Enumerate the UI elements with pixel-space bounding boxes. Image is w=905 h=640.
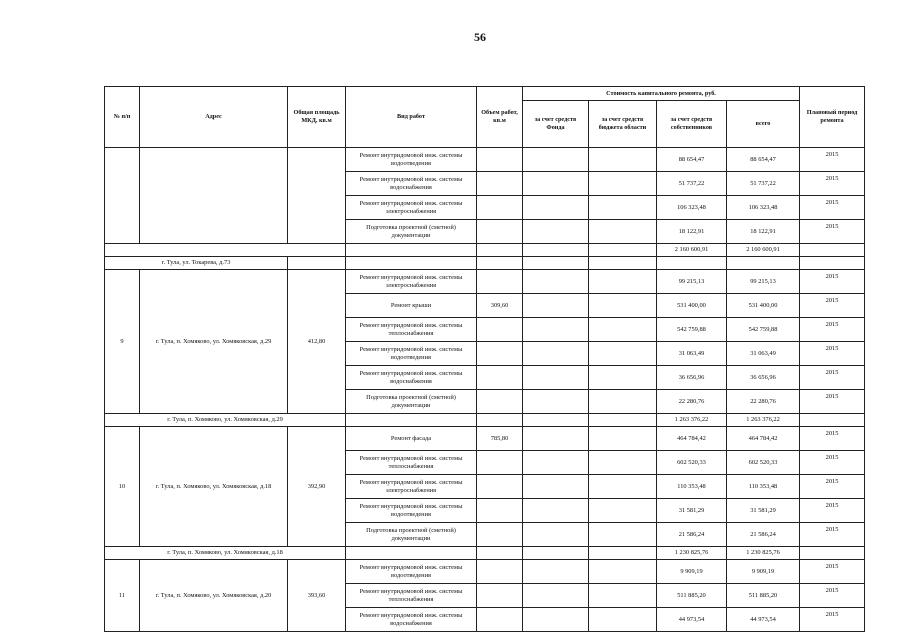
header-volume: Объем работ, кв.м (477, 87, 523, 148)
empty-cell (727, 257, 800, 270)
total-row (105, 414, 865, 427)
empty-cell (523, 244, 589, 257)
total-cell: 31 581,29 (727, 499, 800, 523)
table-row (105, 148, 865, 172)
empty-cell (589, 547, 657, 560)
year-cell: 2015 (800, 390, 865, 414)
empty-cell (346, 257, 477, 270)
total-row (105, 244, 865, 257)
region-cell (589, 148, 657, 172)
year-cell: 2015 (800, 608, 865, 632)
empty-cell (589, 257, 657, 270)
volume-cell: 785,80 (477, 427, 523, 451)
total-cell: 31 063,49 (727, 342, 800, 366)
fund-cell (523, 366, 589, 390)
owners-cell: 511 885,20 (657, 584, 727, 608)
region-cell (589, 475, 657, 499)
owners-cell: 464 784,42 (657, 427, 727, 451)
year-cell: 2015 (800, 220, 865, 244)
empty-cell (477, 257, 523, 270)
address-cell: г. Тула, п. Хомяково, ул. Хомяковская, д.20 (140, 560, 288, 632)
work-type-cell: Ремонт внутридомовой инж. системы электроснабжения (346, 196, 477, 220)
volume-cell (477, 270, 523, 294)
region-cell (589, 220, 657, 244)
area-cell: 412,80 (288, 270, 346, 414)
empty-cell (589, 414, 657, 427)
total-owners-cell: 1 263 376,22 (657, 414, 727, 427)
work-type-cell: Ремонт фасада (346, 427, 477, 451)
work-type-cell: Ремонт крыши (346, 294, 477, 318)
owners-cell: 542 759,88 (657, 318, 727, 342)
table-row (105, 560, 865, 584)
total-cell: 21 586,24 (727, 523, 800, 547)
owners-cell: 9 909,19 (657, 560, 727, 584)
empty-cell (657, 257, 727, 270)
empty-cell (477, 414, 523, 427)
fund-cell (523, 427, 589, 451)
total-cell: 88 654,47 (727, 148, 800, 172)
volume-cell (477, 220, 523, 244)
total-address-cell (105, 244, 346, 257)
region-cell (589, 172, 657, 196)
fund-cell (523, 196, 589, 220)
region-cell (589, 523, 657, 547)
empty-cell (523, 547, 589, 560)
owners-cell: 602 520,33 (657, 451, 727, 475)
table-row (105, 270, 865, 294)
volume-cell (477, 523, 523, 547)
region-cell (589, 342, 657, 366)
header-region: за счет средств бюджета области (589, 101, 657, 148)
total-cell: 22 280,76 (727, 390, 800, 414)
num-cell: 9 (105, 270, 140, 414)
total-cell: 36 656,96 (727, 366, 800, 390)
volume-cell (477, 560, 523, 584)
empty-cell (589, 244, 657, 257)
empty-cell (477, 244, 523, 257)
owners-cell: 31 063,49 (657, 342, 727, 366)
address-cell: г. Тула, п. Хомяково, ул. Хомяковская, д.18 (140, 427, 288, 547)
owners-cell: 21 586,24 (657, 523, 727, 547)
volume-cell (477, 390, 523, 414)
fund-cell (523, 523, 589, 547)
region-cell (589, 499, 657, 523)
year-cell: 2015 (800, 366, 865, 390)
empty-cell (346, 244, 477, 257)
total-sum-cell: 2 160 600,91 (727, 244, 800, 257)
num-cell: 11 (105, 560, 140, 632)
fund-cell (523, 584, 589, 608)
total-cell: 18 122,91 (727, 220, 800, 244)
empty-cell (800, 547, 865, 560)
year-cell: 2015 (800, 196, 865, 220)
table-body (105, 148, 865, 632)
total-address-cell: г. Тула, п. Хомяково, ул. Хомяковская, д.29 (105, 414, 346, 427)
total-cell: 602 520,33 (727, 451, 800, 475)
work-type-cell: Ремонт внутридомовой инж. системы водоотведения (346, 342, 477, 366)
empty-cell (523, 414, 589, 427)
empty-cell (346, 414, 477, 427)
fund-cell (523, 172, 589, 196)
owners-cell: 51 737,22 (657, 172, 727, 196)
header-total: всего (727, 101, 800, 148)
header-cost-group: Стоимость капитального ремонта, руб. (523, 87, 800, 101)
total-sum-cell: 1 263 376,22 (727, 414, 800, 427)
total-cell: 106 323,48 (727, 196, 800, 220)
header-work-type: Вид работ (346, 87, 477, 148)
area-cell (288, 148, 346, 244)
fund-cell (523, 148, 589, 172)
volume-cell (477, 366, 523, 390)
page-number: 56 (474, 30, 486, 44)
work-type-cell: Ремонт внутридомовой инж. системы водоснабжения (346, 172, 477, 196)
total-row (105, 257, 865, 270)
total-cell: 464 784,42 (727, 427, 800, 451)
area-cell: 392,90 (288, 427, 346, 547)
work-type-cell: Ремонт внутридомовой инж. системы теплоснабжения (346, 451, 477, 475)
total-owners-cell: 1 230 825,76 (657, 547, 727, 560)
header-area: Общая площадь МКД, кв.м (288, 87, 346, 148)
owners-cell: 110 353,48 (657, 475, 727, 499)
volume-cell (477, 608, 523, 632)
total-owners-cell: 2 160 600,91 (657, 244, 727, 257)
volume-cell: 309,60 (477, 294, 523, 318)
total-cell: 51 737,22 (727, 172, 800, 196)
work-type-cell: Ремонт внутридомовой инж. системы электроснабжения (346, 475, 477, 499)
owners-cell: 44 973,54 (657, 608, 727, 632)
num-cell: 10 (105, 427, 140, 547)
volume-cell (477, 475, 523, 499)
empty-cell (288, 257, 346, 270)
fund-cell (523, 608, 589, 632)
region-cell (589, 318, 657, 342)
header-address: Адрес (140, 87, 288, 148)
fund-cell (523, 390, 589, 414)
total-cell: 511 885,20 (727, 584, 800, 608)
work-type-cell: Подготовка проектной (сметной) документации (346, 390, 477, 414)
empty-cell (523, 257, 589, 270)
region-cell (589, 584, 657, 608)
owners-cell: 88 654,47 (657, 148, 727, 172)
year-cell: 2015 (800, 148, 865, 172)
total-cell: 99 215,13 (727, 270, 800, 294)
region-cell (589, 427, 657, 451)
year-cell: 2015 (800, 584, 865, 608)
header-fund: за счет средств Фонда (523, 101, 589, 148)
empty-cell (477, 547, 523, 560)
region-cell (589, 366, 657, 390)
owners-cell: 99 215,13 (657, 270, 727, 294)
empty-cell (800, 244, 865, 257)
volume-cell (477, 451, 523, 475)
volume-cell (477, 318, 523, 342)
address-cell: г. Тула, п. Хомяково, ул. Хомяковская, д.29 (140, 270, 288, 414)
region-cell (589, 196, 657, 220)
volume-cell (477, 172, 523, 196)
total-row (105, 547, 865, 560)
volume-cell (477, 342, 523, 366)
header-owners: за счет средств собственников (657, 101, 727, 148)
total-cell: 110 353,48 (727, 475, 800, 499)
work-type-cell: Ремонт внутридомовой инж. системы водоотведения (346, 499, 477, 523)
year-cell: 2015 (800, 294, 865, 318)
empty-cell (800, 257, 865, 270)
volume-cell (477, 148, 523, 172)
work-type-cell: Ремонт внутридомовой инж. системы водоотведения (346, 148, 477, 172)
region-cell (589, 608, 657, 632)
repair-table (104, 86, 865, 632)
year-cell: 2015 (800, 560, 865, 584)
region-cell (589, 390, 657, 414)
owners-cell: 31 581,29 (657, 499, 727, 523)
num-cell (105, 148, 140, 244)
total-address-cell: г. Тула, ул. Токарева, д.73 (105, 257, 288, 270)
total-address-cell: г. Тула, п. Хомяково, ул. Хомяковская, д.18 (105, 547, 346, 560)
year-cell: 2015 (800, 427, 865, 451)
work-type-cell: Ремонт внутридомовой инж. системы теплоснабжения (346, 584, 477, 608)
owners-cell: 18 122,91 (657, 220, 727, 244)
fund-cell (523, 560, 589, 584)
fund-cell (523, 220, 589, 244)
work-type-cell: Ремонт внутридомовой инж. системы электроснабжения (346, 270, 477, 294)
total-cell: 531 400,00 (727, 294, 800, 318)
header-num: № п/п (105, 87, 140, 148)
year-cell: 2015 (800, 342, 865, 366)
fund-cell (523, 499, 589, 523)
volume-cell (477, 196, 523, 220)
header-period: Плановый период ремонта (800, 87, 865, 148)
fund-cell (523, 270, 589, 294)
region-cell (589, 294, 657, 318)
area-cell: 393,60 (288, 560, 346, 632)
table-header (105, 87, 865, 148)
owners-cell: 106 323,48 (657, 196, 727, 220)
owners-cell: 531 400,00 (657, 294, 727, 318)
total-cell: 542 759,88 (727, 318, 800, 342)
fund-cell (523, 294, 589, 318)
empty-cell (346, 547, 477, 560)
year-cell: 2015 (800, 172, 865, 196)
table-row (105, 427, 865, 451)
total-cell: 9 909,19 (727, 560, 800, 584)
total-sum-cell: 1 230 825,76 (727, 547, 800, 560)
fund-cell (523, 475, 589, 499)
year-cell: 2015 (800, 523, 865, 547)
work-type-cell: Подготовка проектной (сметной) документации (346, 523, 477, 547)
total-cell: 44 973,54 (727, 608, 800, 632)
work-type-cell: Ремонт внутридомовой инж. системы водоснабжения (346, 608, 477, 632)
address-cell (140, 148, 288, 244)
volume-cell (477, 499, 523, 523)
work-type-cell: Ремонт внутридомовой инж. системы водоснабжения (346, 366, 477, 390)
owners-cell: 36 656,96 (657, 366, 727, 390)
year-cell: 2015 (800, 270, 865, 294)
region-cell (589, 560, 657, 584)
year-cell: 2015 (800, 451, 865, 475)
work-type-cell: Ремонт внутридомовой инж. системы теплоснабжения (346, 318, 477, 342)
year-cell: 2015 (800, 499, 865, 523)
region-cell (589, 451, 657, 475)
fund-cell (523, 451, 589, 475)
work-type-cell: Ремонт внутридомовой инж. системы водоотведения (346, 560, 477, 584)
region-cell (589, 270, 657, 294)
year-cell: 2015 (800, 318, 865, 342)
fund-cell (523, 318, 589, 342)
volume-cell (477, 584, 523, 608)
owners-cell: 22 280,76 (657, 390, 727, 414)
empty-cell (800, 414, 865, 427)
work-type-cell: Подготовка проектной (сметной) документации (346, 220, 477, 244)
year-cell: 2015 (800, 475, 865, 499)
fund-cell (523, 342, 589, 366)
